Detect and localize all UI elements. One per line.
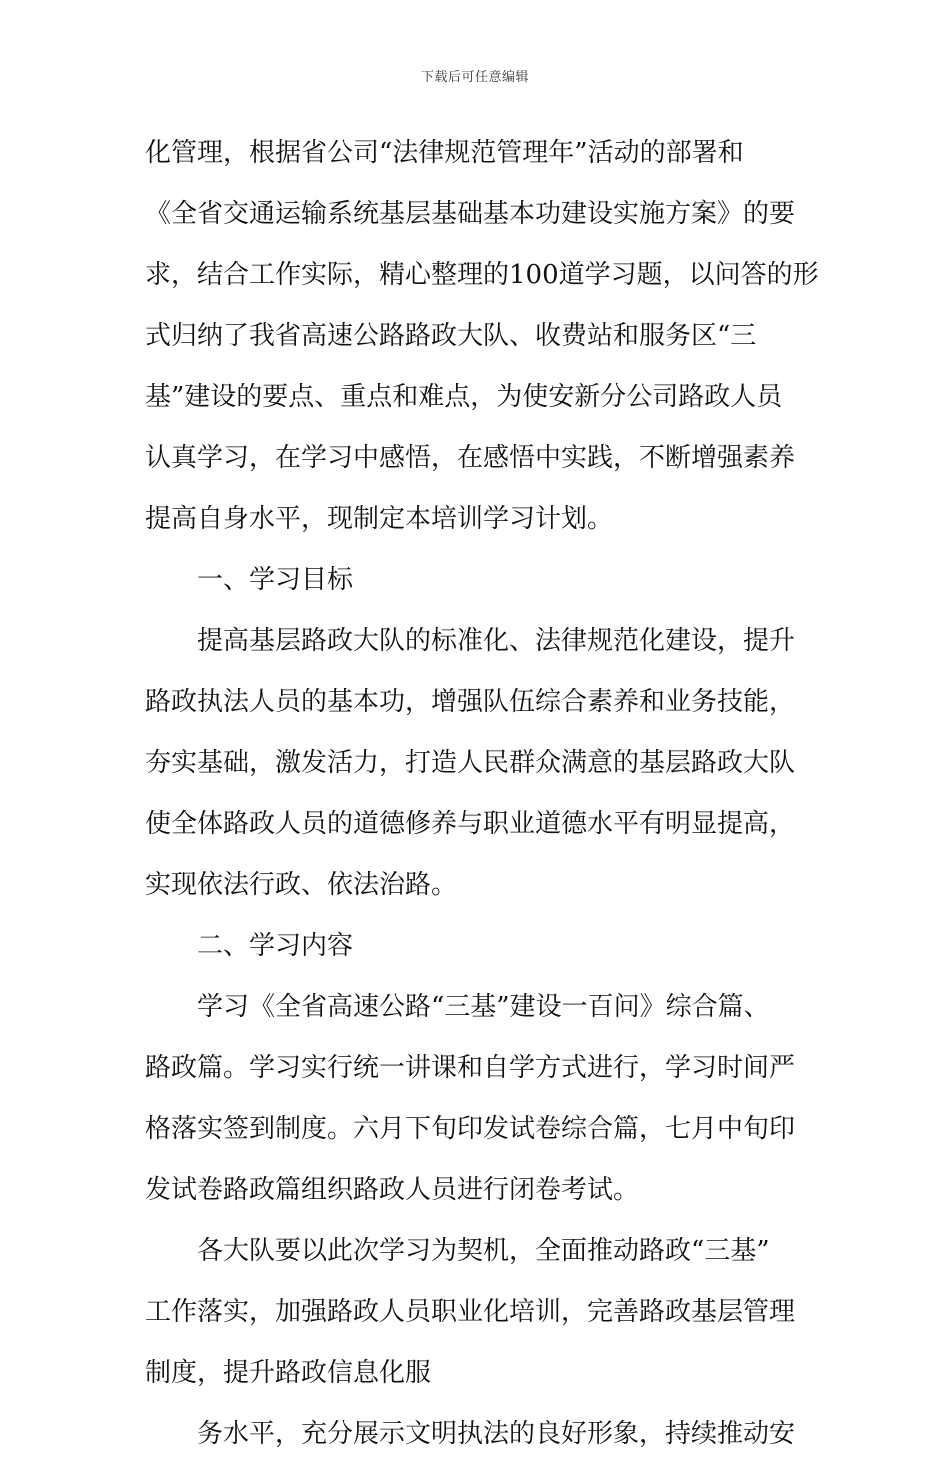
document-body [145,128,819,1470]
section-heading-learning-content: 二、学习内容 [145,931,354,961]
paragraph-line: 求，结合工作实际，精心整理的100道学习题，以问答的形 [145,260,819,290]
paragraph-line: 格落实签到制度。六月下旬印发试卷综合篇，七月中旬印 [145,1114,796,1144]
paragraph-line: 务水平，充分展示文明执法的良好形象，持续推动安 [145,1419,796,1449]
header-note: 下载后可任意编辑 [420,70,529,85]
section-heading-learning-goals: 一、学习目标 [145,565,354,595]
paragraph-line: 路政执法人员的基本功，增强队伍综合素养和业务技能， [145,687,796,717]
paragraph-line: 路政篇。学习实行统一讲课和自学方式进行，学习时间严 [145,1053,796,1083]
paragraph-line: 学习《全省高速公路“三基”建设一百问》综合篇、 [145,992,770,1022]
paragraph-line: 《全省交通运输系统基层基础基本功建设实施方案》的要 [145,199,796,229]
paragraph-line: 化管理，根据省公司“法律规范管理年”活动的部署和 [145,138,744,168]
paragraph-line: 夯实基础，激发活力，打造人民群众满意的基层路政大队 [145,748,796,778]
paragraph-line: 实现依法行政、依法治路。 [145,870,458,900]
paragraph-line: 式归纳了我省高速公路路政大队、收费站和服务区“三 [145,321,757,351]
paragraph-line: 使全体路政人员的道德修养与职业道德水平有明显提高， [145,809,796,839]
paragraph-line: 发试卷路政篇组织路政人员进行闭卷考试。 [145,1175,640,1205]
paragraph-line: 提高自身水平，现制定本培训学习计划。 [145,504,614,534]
paragraph-line: 制度，提升路政信息化服 [145,1358,432,1388]
paragraph-line: 工作落实，加强路政人员职业化培训，完善路政基层管理 [145,1297,796,1327]
paragraph-line: 各大队要以此次学习为契机，全面推动路政“三基” [145,1236,770,1266]
paragraph-line: 认真学习，在学习中感悟，在感悟中实践，不断增强素养 [145,443,796,473]
paragraph-line: 提高基层路政大队的标准化、法律规范化建设，提升 [145,626,796,656]
paragraph-line: 基”建设的要点、重点和难点，为使安新分公司路政人员 [145,382,783,412]
